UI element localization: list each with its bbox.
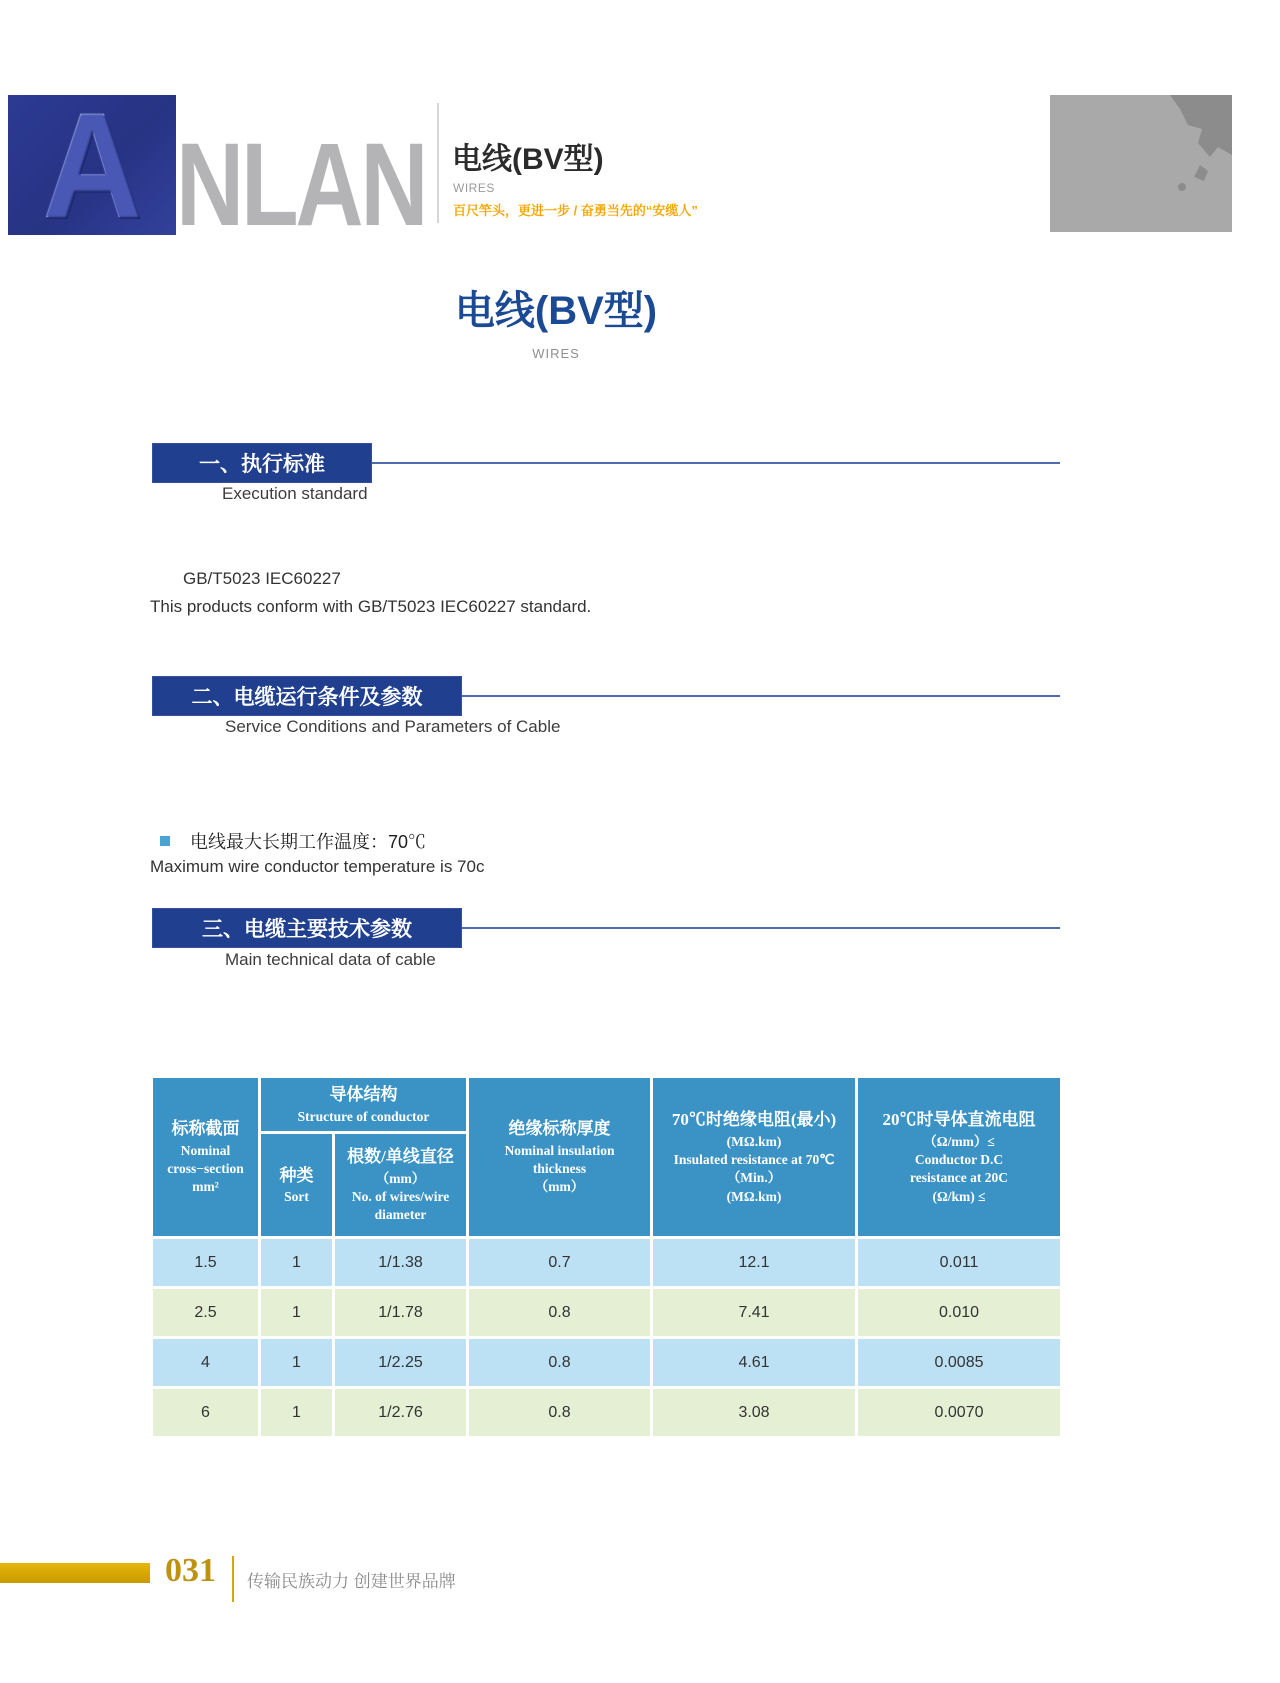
cell-wires: 1/1.78	[335, 1289, 466, 1336]
cell-resist70: 4.61	[653, 1339, 855, 1386]
section3-heading: 三、电缆主要技术参数	[202, 918, 412, 941]
col-header-wires: 根数/单线直径 （mm） No. of wires/wire diameter	[335, 1134, 466, 1236]
cell-insulation: 0.7	[469, 1239, 650, 1286]
page-title-en: WIRES	[532, 346, 580, 361]
cell-sort: 1	[261, 1389, 332, 1436]
cell-insulation: 0.8	[469, 1339, 650, 1386]
map-shape-icon	[1050, 95, 1232, 232]
cell-resist20: 0.011	[858, 1239, 1060, 1286]
section2-subheading: Service Conditions and Parameters of Cable	[225, 717, 561, 736]
section2-heading: 二、电缆运行条件及参数	[191, 686, 423, 709]
cell-resist20: 0.0085	[858, 1339, 1060, 1386]
header-product-title: 电线(BV型)	[452, 143, 604, 176]
col-header-resist70: 70℃时绝缘电阻(最小) (MΩ.km) Insulated resistance at 70℃ （Min.） (MΩ.km)	[653, 1078, 855, 1236]
cell-nominal: 6	[153, 1389, 258, 1436]
section1-rule	[372, 462, 1060, 464]
cell-resist20: 0.0070	[858, 1389, 1060, 1436]
bullet-square-icon	[160, 836, 170, 846]
section3-subheading: Main technical data of cable	[225, 950, 436, 969]
header-tagline: 百尺竿头，更进一步 / 奋勇当先的“安缆人”	[453, 203, 698, 218]
section3-heading-bar	[152, 908, 462, 948]
section2-heading-bar	[152, 676, 462, 716]
footer-gold-bar	[0, 1563, 150, 1583]
col-header-insulation: 绝缘标称厚度 Nominal insulation thickness （mm）	[469, 1078, 650, 1236]
col-header-sort: 种类 Sort	[261, 1134, 332, 1236]
cell-nominal: 1.5	[153, 1239, 258, 1286]
section2-bullet-zh: 电线最大长期工作温度：70℃	[190, 832, 427, 852]
decorative-map-image	[1050, 95, 1232, 232]
cell-resist20: 0.010	[858, 1289, 1060, 1336]
technical-data-table	[150, 1075, 1063, 1439]
page-number: 031	[165, 1552, 216, 1589]
section1-heading: 一、执行标准	[199, 453, 325, 476]
cell-wires: 1/2.76	[335, 1389, 466, 1436]
cell-insulation: 0.8	[469, 1389, 650, 1436]
col-header-nominal: 标称截面 Nominal cross−section mm²	[153, 1078, 258, 1236]
cell-sort: 1	[261, 1239, 332, 1286]
brand-logo-a-letter: A	[42, 95, 142, 235]
brand-logo-text: NLAN	[176, 119, 426, 251]
section1-standard-note: This products conform with GB/T5023 IEC60227 standard.	[150, 597, 592, 616]
footer-slogan: 传输民族动力 创建世界品牌	[247, 1572, 456, 1591]
table-row	[153, 1239, 1060, 1286]
section1-standard-codes: GB/T5023 IEC60227	[183, 569, 341, 588]
table-row	[153, 1339, 1060, 1386]
cell-wires: 1/1.38	[335, 1239, 466, 1286]
cell-resist70: 7.41	[653, 1289, 855, 1336]
section2-bullet-en: Maximum wire conductor temperature is 70c	[150, 857, 485, 876]
page-title-block	[0, 279, 1112, 361]
cell-sort: 1	[261, 1339, 332, 1386]
col-header-resist20: 20℃时导体直流电阻 （Ω/mm）≤ Conductor D.C resistance at 20C (Ω/km) ≤	[858, 1078, 1060, 1236]
table-row	[153, 1289, 1060, 1336]
table-body	[153, 1239, 1060, 1436]
cell-sort: 1	[261, 1289, 332, 1336]
section1-heading-bar	[152, 443, 372, 483]
table-row	[153, 1389, 1060, 1436]
header-divider	[437, 103, 439, 223]
header-product-subtitle: WIRES	[453, 181, 495, 195]
table-header	[153, 1078, 1060, 1236]
cell-wires: 1/2.25	[335, 1339, 466, 1386]
section2-rule	[462, 695, 1060, 697]
cell-nominal: 4	[153, 1339, 258, 1386]
section1-subheading: Execution standard	[222, 484, 368, 503]
cell-resist70: 12.1	[653, 1239, 855, 1286]
page-title: 电线(BV型)	[454, 289, 658, 333]
cell-insulation: 0.8	[469, 1289, 650, 1336]
section3-rule	[462, 927, 1060, 929]
footer-divider	[232, 1556, 234, 1602]
cell-resist70: 3.08	[653, 1389, 855, 1436]
cell-nominal: 2.5	[153, 1289, 258, 1336]
col-header-conductor-group: 导体结构 Structure of conductor	[261, 1078, 466, 1131]
brand-logo-box	[8, 95, 176, 235]
